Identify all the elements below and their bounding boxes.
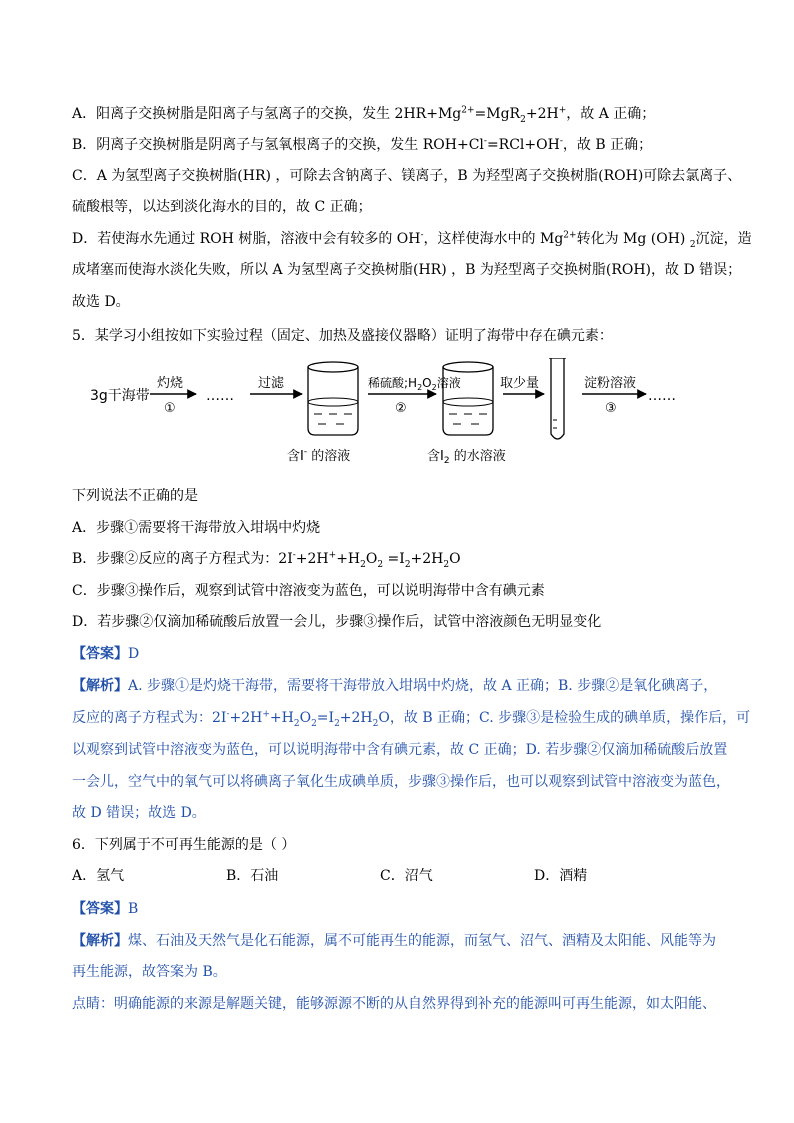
q6-analysis-2: 再生能源，故答案为 B。 <box>72 964 227 980</box>
arrow-5-number: ③ <box>605 401 617 416</box>
q5-analysis-2: 反应的离子方程式为：$2I^-+2H^++H_2O_2=I_2+2H_2O$，故 B 正确；C. 步骤③是检验生成的碘单质，操作后，可 <box>72 709 751 729</box>
beaker-2 <box>443 362 493 435</box>
q5-experiment-diagram <box>0 358 794 468</box>
arrow-1-label: 灼烧 <box>157 376 184 391</box>
beaker-1 <box>308 362 358 435</box>
arrow-3-number: ② <box>395 401 407 416</box>
q5-analysis-4: 一会儿，空气中的氧气可以将碘离子氧化生成碘单质，步骤③操作后，也可以观察到试管中溶液变为蓝色， <box>72 774 730 790</box>
q5-analysis-3: 以观察到试管中溶液变为蓝色，可以说明海带中含有碘元素，故 C 正确；D. 若步骤②仅滴加稀硫酸后放置 <box>72 742 728 758</box>
q4-option-b-explanation: B．阴离子交换树脂是阴离子与氢氧根离子的交换，发生 ROH+Cl-=RCl+OH-，故 B 正确； <box>72 136 653 153</box>
q6-option-a: A．氢气 <box>72 868 125 884</box>
q5-option-d: D．若步骤②仅滴加稀硫酸后放置一会儿，步骤③操作后，试管中溶液颜色无明显变化 <box>72 614 602 630</box>
test-tube <box>549 358 566 439</box>
q4-option-a-explanation: A．阳离子交换树脂是阳离子与氢离子的交换，发生 $2HR+Mg^{2+}=MgR_2+2H^+$，故 A 正确； <box>72 105 656 125</box>
q6-answer: 【答案】B <box>72 901 139 917</box>
q6-note: 点睛：明确能源的来源是解题关键，能够源源不断的从自然界得到补充的能源叫可再生能源，如太阳能、 <box>72 996 716 1012</box>
diagram-ellipsis-2: …… <box>648 388 676 404</box>
q5-option-b: B．步骤②反应的离子方程式为：$2I^-+2H^++H_2O_2 =I_2+2H_2O$ <box>72 550 461 570</box>
beaker-1-label: 含I- 的溶液 <box>287 447 351 464</box>
q5-answer: 【答案】D <box>72 646 140 662</box>
q5-option-c: C．步骤③操作后，观察到试管中溶液变为蓝色，可以说明海带中含有碘元素 <box>72 583 545 599</box>
q5-stem: 5．某学习小组按如下实验过程（固定、加热及盛接仪器略）证明了海带中存在碘元素： <box>72 328 613 344</box>
arrow-2-label: 过滤 <box>258 376 285 391</box>
arrow-3-label: 稀硫酸$;H_2O_2$溶液 <box>368 376 461 392</box>
q4-option-c-explanation-2: 硫酸根等，以达到淡化海水的目的，故 C 正确； <box>72 199 372 215</box>
q6-option-c: C．沼气 <box>380 868 433 884</box>
q4-conclusion: 故选 D。 <box>72 294 130 310</box>
arrow-4-label: 取少量 <box>500 376 540 391</box>
q5-ask: 下列说法不正确的是 <box>72 488 198 504</box>
q4-option-d-explanation-2: 成堵塞而使海水淡化失败，所以 A 为氢型离子交换树脂(HR) ，B 为羟型离子交换树脂(ROH)，故 D 错误； <box>72 262 742 278</box>
diagram-start-label: 3g干海带 <box>90 388 150 404</box>
q5-analysis-5: 故 D 错误；故选 D。 <box>72 805 206 821</box>
q6-option-b: B．石油 <box>226 868 279 884</box>
q6-analysis-1: 【解析】煤、石油及天然气是化石能源，属不可能再生的能源，而氢气、沼气、酒精及太阳能、风能等为 <box>72 933 716 949</box>
q5-option-a: A．步骤①需要将干海带放入坩埚中灼烧 <box>72 520 321 536</box>
beaker-2-label: 含$I_2$ 的水溶液 <box>427 449 506 466</box>
q4-option-c-explanation-1: C．A 为氢型离子交换树脂(HR) ，可除去含钠离子、镁离子，B 为羟型离子交换树脂(ROH)可除去氯离子、 <box>72 168 742 184</box>
q5-analysis-1: 【解析】A. 步骤①是灼烧干海带，需要将干海带放入坩埚中灼烧，故 A 正确；B. 步骤②是氧化碘离子， <box>72 678 718 694</box>
diagram-ellipsis-1: …… <box>206 388 234 404</box>
arrow-1-number: ① <box>164 401 176 416</box>
arrow-5-label: 淀粉溶液 <box>584 376 637 391</box>
q6-option-d: D．酒精 <box>534 868 588 884</box>
q4-option-d-explanation-1: D．若使海水先通过 ROH 树脂，溶液中会有较多的 OH-，这样使海水中的 $Mg^{2+}$转化为 Mg (OH) $_2$沉淀，造 <box>72 230 752 250</box>
q6-stem: 6．下列属于不可再生能源的是（ ） <box>72 837 296 853</box>
